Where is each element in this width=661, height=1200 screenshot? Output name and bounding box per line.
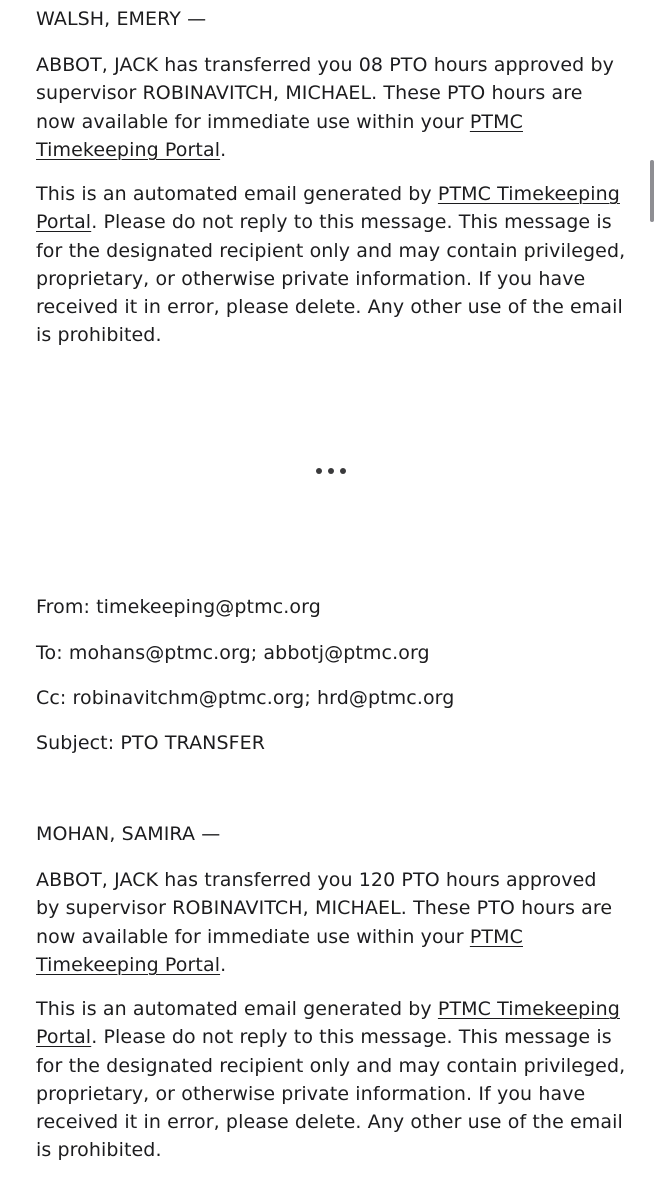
timekeeping-portal-link[interactable]: PTMC Timekeeping Portal xyxy=(36,925,523,976)
timekeeping-portal-link[interactable]: PTMC Timekeeping Portal xyxy=(36,110,523,161)
subject-header: Subject: PTO TRANSFER xyxy=(36,732,266,754)
greeting-mohan: MOHAN, SAMIRA — xyxy=(36,823,221,845)
disclaimer-walsh xyxy=(36,180,626,350)
dot xyxy=(340,468,346,474)
scrollbar[interactable] xyxy=(650,160,654,222)
disclaimer-text: This is an automated email generated by xyxy=(36,998,438,1020)
from-header: From: timekeeping@ptmc.org xyxy=(36,596,321,618)
disclaimer-text-rest: . Please do not reply to this message. This message is for the designated recipient only and may contain privileged, proprietary, or otherwise private information. If you have received it in error, please delete. Any other use of the email is prohibited. xyxy=(36,211,626,347)
dot xyxy=(328,468,334,474)
disclaimer-text: This is an automated email generated by xyxy=(36,183,438,205)
body-text: ABBOT, JACK has transferred you 120 PTO hours approved by supervisor ROBINAVITCH, MICHAEL. These PTO hours are now available for immediate use within your xyxy=(36,869,613,948)
disclaimer-text-rest: . Please do not reply to this message. This message is for the designated recipient only and may contain privileged, proprietary, or otherwise private information. If you have received it in error, please delete. Any other use of the email is prohibited. xyxy=(36,1026,626,1162)
to-header: To: mohans@ptmc.org; abbotj@ptmc.org xyxy=(36,642,430,664)
timekeeping-portal-link[interactable]: PTMC Timekeeping Portal xyxy=(36,183,620,234)
cc-header: Cc: robinavitchm@ptmc.org; hrd@ptmc.org xyxy=(36,687,455,709)
body-text-end: . xyxy=(220,953,227,976)
message-body-walsh xyxy=(36,51,626,164)
body-text: ABBOT, JACK has transferred you 08 PTO hours approved by supervisor ROBINAVITCH, MICHAEL. These PTO hours are now available for immediate use within your xyxy=(36,54,614,133)
greeting-walsh: WALSH, EMERY — xyxy=(36,8,207,30)
ellipsis-icon[interactable] xyxy=(316,465,346,477)
dot xyxy=(316,468,322,474)
disclaimer-mohan xyxy=(36,995,626,1165)
message-body-mohan xyxy=(36,866,626,979)
timekeeping-portal-link[interactable]: PTMC Timekeeping Portal xyxy=(36,998,620,1049)
body-text-end: . xyxy=(220,138,227,161)
